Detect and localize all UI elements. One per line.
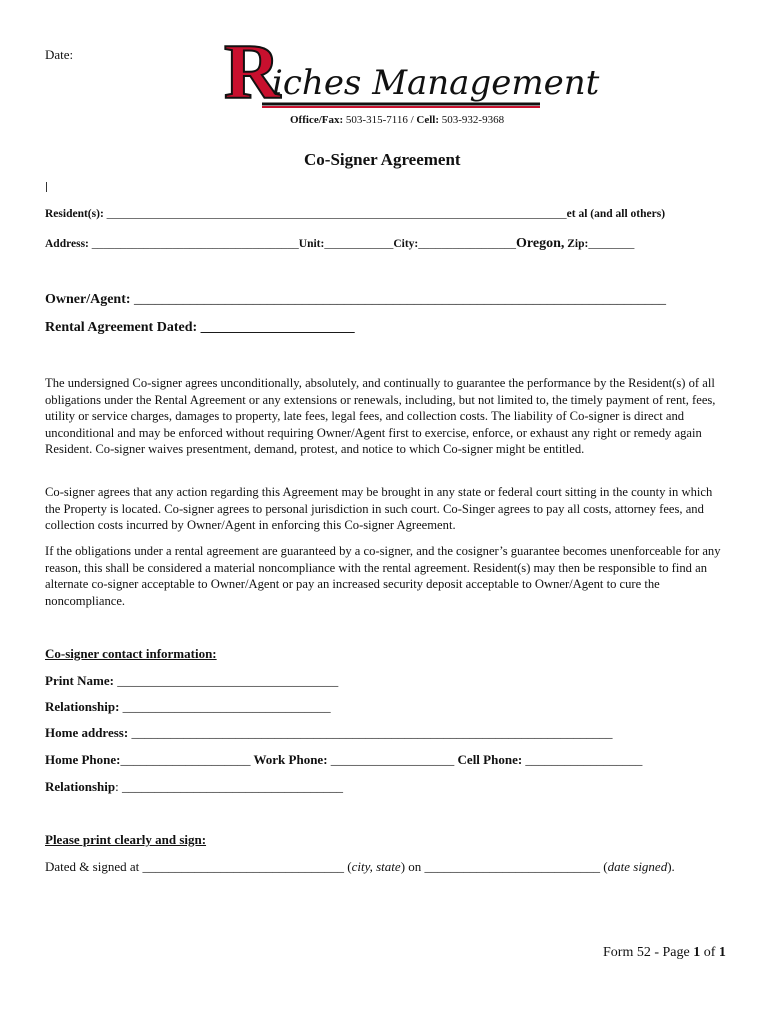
address-row bbox=[45, 236, 634, 252]
form-label: Form 52 - Page bbox=[603, 945, 690, 960]
work-phone-label: Work Phone: bbox=[253, 752, 328, 767]
home-phone-field[interactable]: ____________________ bbox=[120, 752, 251, 767]
residents-field[interactable]: ________________________________________________________________________________ bbox=[106, 208, 567, 220]
owner-agent-label: Owner/Agent: bbox=[45, 292, 131, 307]
page-total: 1 bbox=[718, 945, 726, 960]
phones-row bbox=[45, 752, 642, 768]
home-address-row bbox=[45, 725, 612, 741]
noncompliance-paragraph: If the obligations under a rental agreement are guaranteed by a co-signer, and the cosigner’s guarantee becomes unenforceable for any reason, this shall be considered a material noncompliance with the rental agreement. Resident(s) may then be responsible to find an alternate co-signer acceptable to Owner/Agent or pay an increased security deposit acceptable to Owner/Agent to cure the noncompliance. bbox=[45, 544, 721, 608]
relationship2-row bbox=[45, 779, 343, 795]
stray-mark bbox=[46, 182, 47, 192]
unit-field[interactable]: ____________ bbox=[324, 238, 394, 250]
unit-label: Unit: bbox=[298, 238, 325, 250]
print-name-label: Print Name: bbox=[45, 673, 114, 688]
riches-management-logo bbox=[222, 28, 600, 115]
owner-agent-field[interactable]: ____________________________________________________________________________ bbox=[134, 292, 667, 307]
date-signed-close: ). bbox=[667, 859, 675, 874]
home-address-field[interactable]: __________________________________________________________________________ bbox=[131, 725, 613, 740]
page-title: Co-Signer Agreement bbox=[304, 150, 461, 169]
state-value: Oregon, bbox=[516, 236, 565, 251]
city-state-open: ( bbox=[347, 859, 352, 874]
city-state-close: ) on bbox=[400, 859, 422, 874]
relationship-row bbox=[45, 699, 331, 715]
sign-section-heading: Please print clearly and sign: bbox=[45, 832, 207, 847]
date-label: Date: bbox=[45, 47, 74, 62]
page-current: 1 bbox=[693, 945, 701, 960]
rental-agreement-row bbox=[45, 320, 355, 336]
date-signed-hint: date signed bbox=[607, 859, 668, 874]
cell-label: Cell: bbox=[416, 114, 439, 126]
rental-agreement-field[interactable]: ______________________ bbox=[200, 320, 355, 335]
city-label: City: bbox=[393, 238, 419, 250]
jurisdiction-paragraph: Co-signer agrees that any action regarding this Agreement may be brought in any state or federal court sitting in the county in which the Property is located. Co-signer agrees to personal jurisdiction in such court. Co-Singer agrees to pay all costs, attorney fees, and collection costs incurred by Owner/Agent in enforcing this Co-signer Agreement. bbox=[45, 485, 713, 533]
residents-suffix: et al (and all others) bbox=[566, 208, 666, 220]
dated-signed-row bbox=[45, 859, 675, 875]
city-field[interactable]: _________________ bbox=[418, 238, 516, 250]
page-footer bbox=[603, 945, 726, 961]
zip-label: Zip: bbox=[567, 238, 589, 250]
city-state-hint: city, state bbox=[351, 859, 401, 874]
signed-location-field[interactable]: _______________________________ bbox=[142, 859, 344, 874]
relationship2-field[interactable]: __________________________________ bbox=[121, 779, 343, 794]
print-name-field[interactable]: __________________________________ bbox=[117, 673, 339, 688]
cell-number: 503-932-9368 bbox=[441, 114, 505, 126]
rental-agreement-label: Rental Agreement Dated: bbox=[45, 320, 198, 335]
dated-signed-label: Dated & signed at bbox=[45, 859, 140, 874]
page-of: of bbox=[703, 945, 716, 960]
relationship-field[interactable]: ________________________________ bbox=[122, 699, 331, 714]
work-phone-field[interactable]: ___________________ bbox=[330, 752, 455, 767]
address-field[interactable]: ____________________________________ bbox=[91, 238, 299, 250]
print-name-row bbox=[45, 673, 338, 689]
cell-phone-field[interactable]: __________________ bbox=[525, 752, 643, 767]
cell-phone-label: Cell Phone: bbox=[457, 752, 523, 767]
office-fax-number: 503-315-7116 bbox=[345, 114, 408, 126]
contact-separator: / bbox=[410, 114, 414, 126]
relationship2-label: Relationship bbox=[45, 779, 116, 794]
home-address-label: Home address: bbox=[45, 725, 129, 740]
guarantee-paragraph: The undersigned Co-signer agrees unconditionally, absolutely, and continually to guarantee the performance by the Resident(s) of all obligations under the Rental Agreement or any extensions or renewals, including, but not limited to, the timely payment of rent, fees, utility or service charges, damages to property, late fees, legal fees, and collection costs. The liability of Co-signer is direct and unconditional and may be enforced without requiring Owner/Agent first to exercise, enforce, or exhaust any right or remedy again Resident. Co-signer waives presentment, demand, protest, and notice to which Co-signer might be entitled. bbox=[45, 376, 716, 457]
signed-date-field[interactable]: ___________________________ bbox=[424, 859, 601, 874]
residents-row bbox=[45, 208, 665, 220]
contact-section-heading: Co-signer contact information: bbox=[45, 646, 217, 661]
owner-agent-row bbox=[45, 292, 666, 308]
relationship-label: Relationship: bbox=[45, 699, 120, 714]
date-signed-open: ( bbox=[603, 859, 608, 874]
logo-rest: iches Management bbox=[272, 63, 600, 103]
residents-label: Resident(s): bbox=[45, 208, 104, 220]
zip-field[interactable]: ________ bbox=[588, 238, 635, 250]
home-phone-label: Home Phone: bbox=[45, 752, 121, 767]
logo-initial: R bbox=[224, 28, 281, 115]
relationship2-colon: : bbox=[115, 779, 119, 794]
office-fax-label: Office/Fax: bbox=[290, 114, 344, 126]
address-label: Address: bbox=[45, 238, 89, 250]
contact-line bbox=[290, 114, 504, 126]
